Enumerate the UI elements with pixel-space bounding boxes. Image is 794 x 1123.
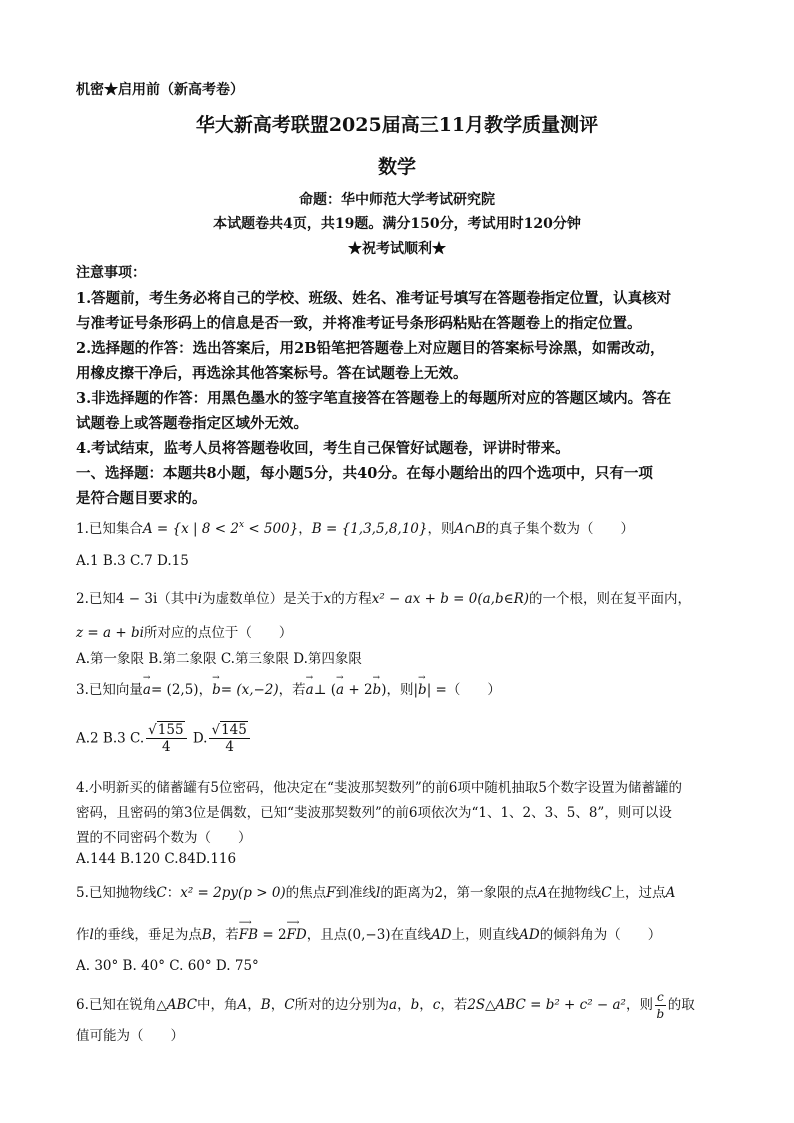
set-a: A = {x | $8 < 2^x < 500$} (142, 520, 299, 537)
notes-heading: 注意事项： (76, 265, 146, 281)
option-c-fraction: $\frac{√155}{4}$ (146, 722, 186, 755)
note-3-line-2: 试题卷上或答题卷指定区域外无效。 (76, 415, 308, 432)
option-d-fraction: $\frac{√145}{4}$ (209, 722, 249, 755)
author-line: 命题：华中师范大学考试研究院 (299, 192, 495, 208)
question-5-options: A. 30° B. 40° C. 60° D. 75° (76, 958, 259, 974)
question-1-options: A.1 B.3 C.7 D.15 (76, 553, 189, 569)
note-1-line-1: 1.答题前，考生务必将自己的学校、班级、姓名、准考证号填写在答题卷指定位置，认真核对 (76, 290, 672, 307)
question-1-stem: 1.已知集合A = {x | $8 < 2^x < 500$}，B = {1,3,5,8,10}，则A∩B的真子集个数为（ ） (76, 520, 634, 537)
good-luck-line: ★祝考试顺利★ (348, 241, 446, 257)
question-4-line-2: 密码，且密码的第3位是偶数，已知“斐波那契数列”的前6项依次为“1、1、2、3、5、8”，则可以设 (76, 805, 672, 821)
note-4: 4.考试结束，监考人员将答题卷收回，考生自己保管好试题卷，评讲时带来。 (76, 440, 570, 457)
question-2-stem-line-1: 2.已知4 − 3i（其中i为虚数单位）是关于x的方程x² − ax + b = 0(a,b∈R)的一个根，则在复平面内， (76, 591, 692, 607)
set-b: B = {1,3,5,8,10} (311, 521, 428, 537)
note-2-line-1: 2.选择题的作答：选出答案后，用2B铅笔把答题卷上对应题目的答案标号涂黑，如需改动， (76, 340, 665, 357)
question-6-line-2: 值可能为（ ） (76, 1028, 184, 1044)
note-3-line-1: 3.非选择题的作答：用黑色墨水的签字笔直接答在答题卷上的每题所对应的答题区域内。答在 (76, 390, 672, 407)
question-4-line-3: 置的不同密码个数为（ ） (76, 830, 252, 846)
question-5-line-2: 作l的垂线，垂足为点B，若FB ⟶ = 2FD ⟶ ，且点(0,−3)在直线AD上，则直线AD的倾斜角为（ ） (76, 918, 662, 943)
question-6-line-1: 6.已知在锐角△ABC中，角A，B，C所对的边分别为a，b，c，若2S△ABC = b² + c² − a²，则 $\frac{c}{b}$ 的取 (76, 990, 695, 1021)
subject-title: 数学 (377, 156, 416, 178)
question-4-options: A.144 B.120 C.84D.116 (76, 851, 237, 867)
exam-title: 华大新高考联盟2025届高三11月教学质量测评 (195, 114, 599, 136)
confidential-label: 机密★启用前（新高考卷） (76, 82, 244, 98)
note-2-line-2: 用橡皮擦干净后，再选涂其他答案标号。答在试题卷上无效。 (76, 365, 468, 382)
exam-info: 本试题卷共4页，共19题。满分150分，考试用时120分钟 (213, 216, 581, 232)
question-3-options: A.2 B.3 C. $\frac{√155}{4}$ D. $\frac{√145}{4}$ (76, 722, 252, 755)
section-1-heading-line-1: 一、选择题：本题共8小题，每小题5分，共40分。在每小题给出的四个选项中，只有一项 (76, 465, 653, 482)
question-2-options: A.第一象限 B.第二象限 C.第三象限 D.第四象限 (76, 651, 362, 667)
ratio-fraction: $\frac{c}{b}$ (656, 990, 665, 1021)
question-5-line-1: 5.已知抛物线C：x² = 2py(p > 0)的焦点F到准线l的距离为2，第一象限的点A在抛物线C上，过点A (76, 885, 676, 901)
question-4-line-1: 4.小明新买的储蓄罐有5位密码，他决定在“斐波那契数列”的前6项中随机抽取5个数字设置为储蓄罐的 (76, 780, 682, 796)
note-1-line-2: 与准考证号条形码上的信息是否一致，并将准考证号条形码粘贴在答题卷上的指定位置。 (76, 315, 642, 332)
section-1-heading-line-2: 是符合题目要求的。 (76, 490, 207, 507)
question-2-stem-line-2: z = a + bi所对应的点位于（ ） (76, 625, 293, 641)
question-3-stem: 3.已知向量a → = (2,5)，b → = (x,−2)，若a → ⊥ (a → + 2b → )，则|b → | =（ ） (76, 673, 501, 698)
